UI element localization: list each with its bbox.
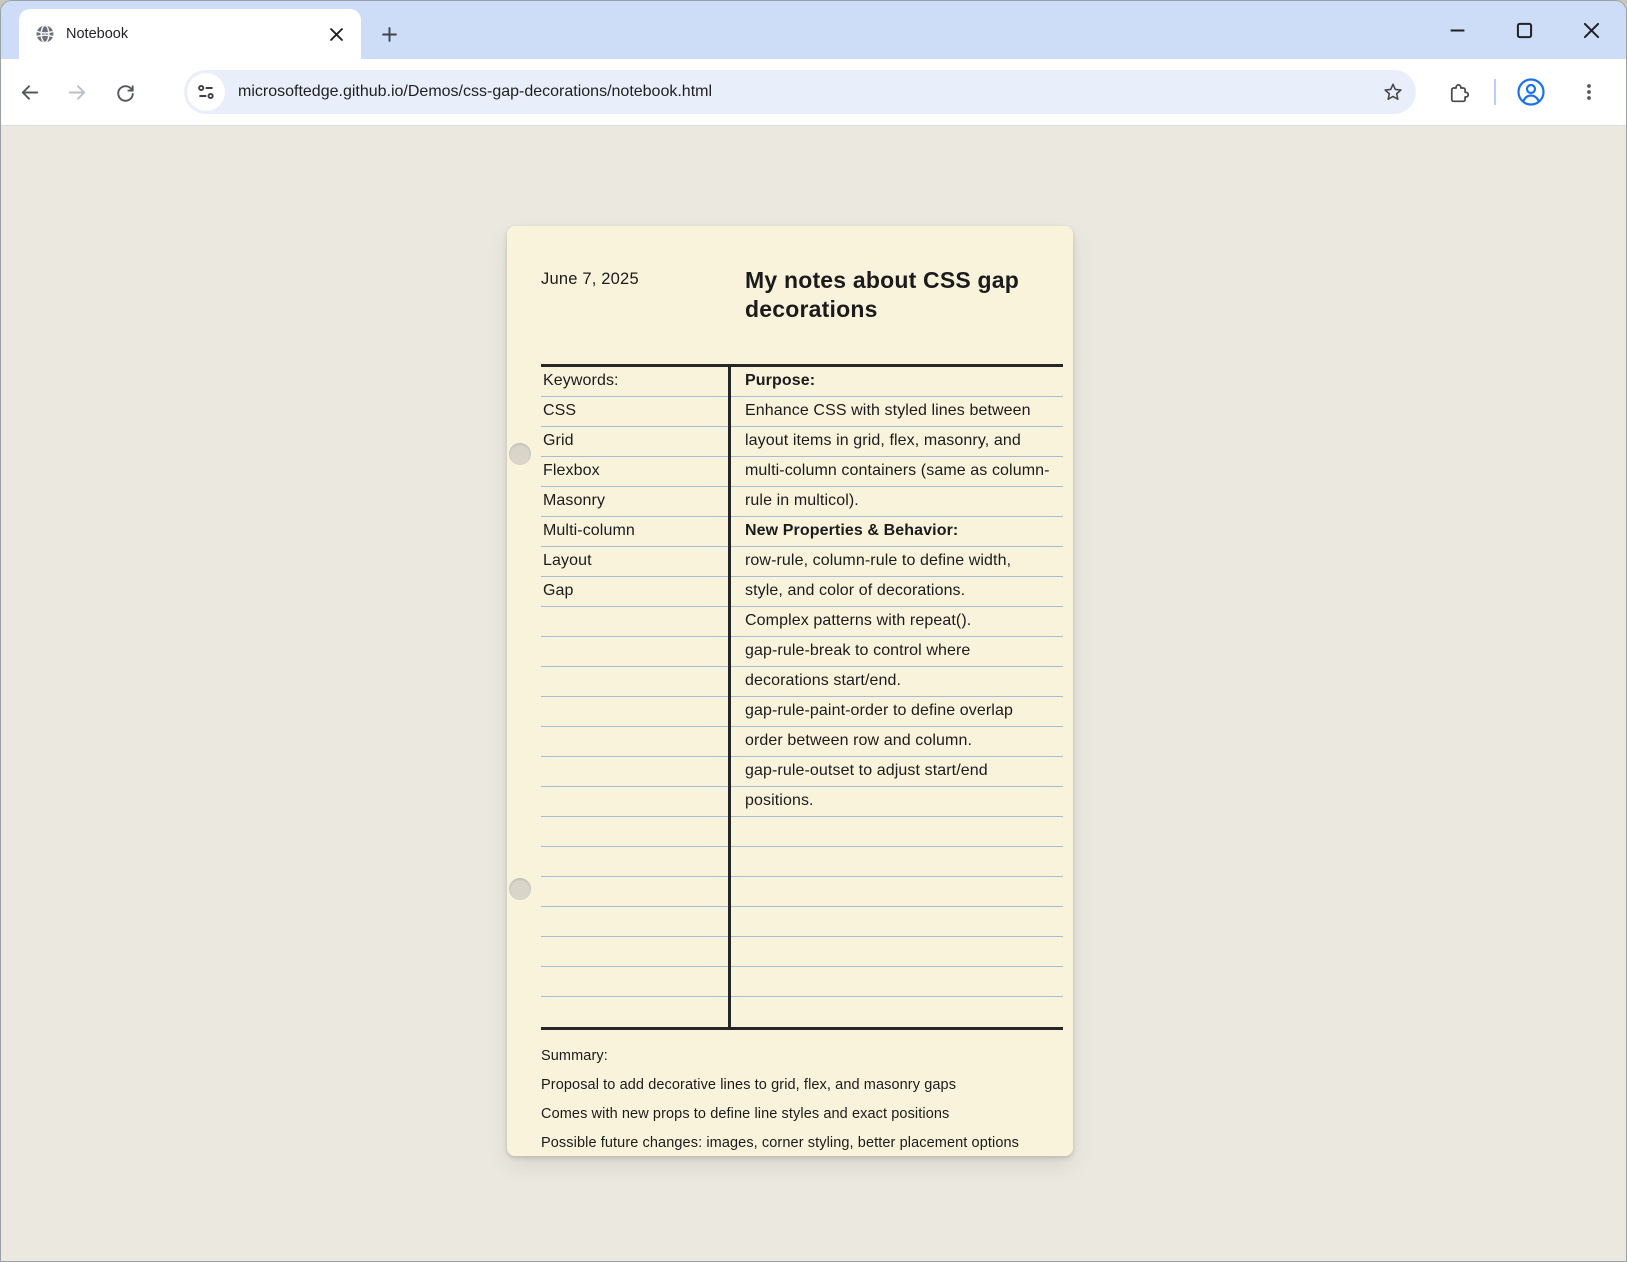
maximize-icon[interactable] [1510,16,1538,44]
hole-punch [509,443,531,465]
purpose-column [731,367,1063,1027]
table-row-keyword [541,667,728,697]
table-row-purpose [731,817,1063,847]
keywords-column [541,367,731,1027]
page-title: My notes about CSS gap decorations [745,267,1020,322]
tab-notebook[interactable] [19,9,361,59]
table-row-purpose [731,997,1063,1027]
table-row-keyword [541,997,728,1027]
table-row-keyword [541,877,728,907]
reload-icon[interactable] [105,72,145,112]
table-row-purpose: rule in multicol). [731,487,1063,517]
summary-heading: Summary: [541,1048,608,1064]
table-row-keyword: Layout [541,547,728,577]
tab-title: Notebook [66,26,129,42]
table-row-keyword [541,697,728,727]
table-row-purpose: gap-rule-paint-order to define overlap [731,697,1063,727]
table-row-keyword [541,637,728,667]
table-row-keyword [541,817,728,847]
url-address-bar[interactable] [184,70,1416,114]
window-controls [1443,1,1605,59]
table-row-purpose: multi-column containers (same as column- [731,457,1063,487]
summary-section [541,1042,1063,1158]
table-row-keyword [541,937,728,967]
table-row-purpose [731,847,1063,877]
table-row-keyword: Gap [541,577,728,607]
tab-close-icon[interactable] [323,21,349,47]
table-row-keyword: Masonry [541,487,728,517]
tab-strip [1,1,1626,59]
url-text[interactable]: microsoftedge.github.io/Demos/css-gap-decorations/notebook.html [238,83,713,100]
new-tab-button[interactable] [373,18,405,50]
table-row-purpose: layout items in grid, flex, masonry, and [731,427,1063,457]
table-row-purpose: Complex patterns with repeat(). [731,607,1063,637]
forward-arrow-icon[interactable] [57,72,97,112]
table-row-purpose [731,877,1063,907]
summary-lines [541,1071,1063,1158]
page-content [1,126,1626,1262]
globe-icon [34,23,56,45]
extensions-puzzle-icon[interactable] [1438,72,1478,112]
close-window-icon[interactable] [1577,16,1605,44]
table-row-purpose: New Properties & Behavior: [731,517,1063,547]
table-row-keyword: Multi-column [541,517,728,547]
profile-account-icon[interactable] [1511,72,1551,112]
table-row-purpose [731,967,1063,997]
table-row-keyword [541,727,728,757]
bookmark-star-icon[interactable] [1373,72,1413,112]
table-row-keyword: CSS [541,397,728,427]
table-row-purpose: gap-rule-outset to adjust start/end [731,757,1063,787]
table-row-purpose: Purpose: [731,367,1063,397]
table-row-keyword: Grid [541,427,728,457]
table-row-purpose: decorations start/end. [731,667,1063,697]
note-header [541,266,1063,324]
notebook-card [507,226,1073,1156]
summary-line: Possible future changes: images, corner styling, better placement options [541,1135,1019,1151]
kebab-menu-icon[interactable] [1569,72,1609,112]
summary-line: Comes with new props to define line styles and exact positions [541,1106,950,1122]
hole-punch [509,878,531,900]
minimize-icon[interactable] [1443,16,1471,44]
table-row-keyword: Flexbox [541,457,728,487]
table-row-purpose: style, and color of decorations. [731,577,1063,607]
table-row-keyword [541,907,728,937]
table-row-keyword [541,967,728,997]
toolbar-separator [1494,79,1496,105]
table-row-keyword [541,847,728,877]
table-row-purpose: row-rule, column-rule to define width, [731,547,1063,577]
table-row-keyword [541,757,728,787]
note-date: June 7, 2025 [541,270,639,288]
table-row-purpose: positions. [731,787,1063,817]
browser-toolbar [1,59,1626,126]
table-row-purpose: Enhance CSS with styled lines between [731,397,1063,427]
table-row-purpose [731,937,1063,967]
table-row-purpose [731,907,1063,937]
table-row-purpose: order between row and column. [731,727,1063,757]
summary-line: Proposal to add decorative lines to grid, flex, and masonry gaps [541,1077,957,1093]
table-row-keyword [541,787,728,817]
back-arrow-icon[interactable] [9,72,49,112]
table-row-keyword: Keywords: [541,367,728,397]
notes-table [541,364,1063,1030]
table-row-purpose: gap-rule-break to control where [731,637,1063,667]
site-settings-tune-icon[interactable] [187,73,225,111]
table-row-keyword [541,607,728,637]
